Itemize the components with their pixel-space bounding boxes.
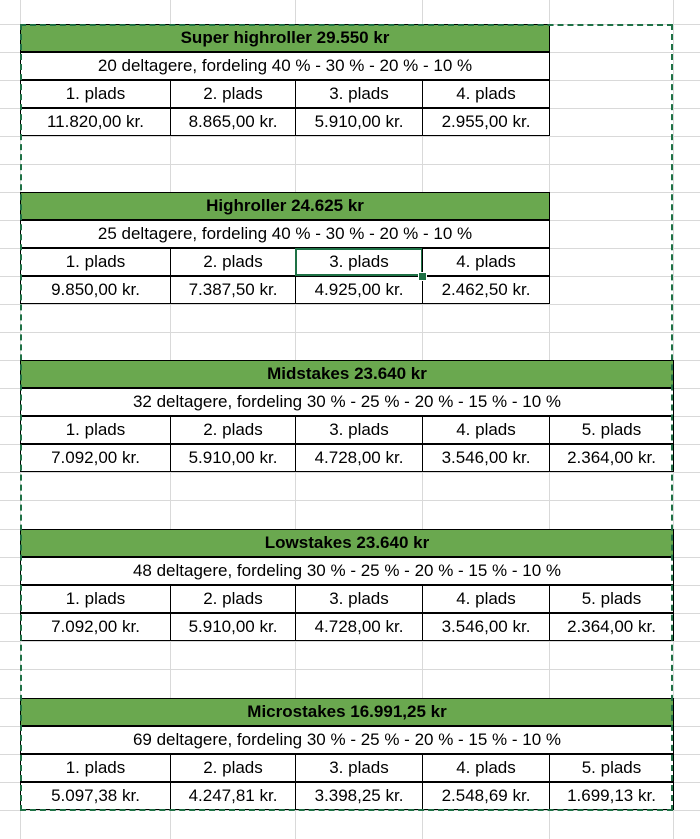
prize-value-cell[interactable]: 5.097,38 kr.	[20, 782, 171, 810]
place-header-cell[interactable]: 2. plads	[170, 585, 296, 613]
prize-value-cell[interactable]: 2.364,00 kr.	[549, 613, 674, 641]
prize-value-cell[interactable]: 4.247,81 kr.	[170, 782, 296, 810]
table-title-cell[interactable]: Lowstakes 23.640 kr	[20, 529, 674, 557]
prize-value-cell[interactable]: 5.910,00 kr.	[170, 444, 296, 472]
prize-value-cell[interactable]: 4.728,00 kr.	[295, 613, 423, 641]
prize-value-cell[interactable]: 5.910,00 kr.	[170, 613, 296, 641]
place-header-cell[interactable]: 1. plads	[20, 80, 171, 108]
prize-value-cell[interactable]: 11.820,00 kr.	[20, 108, 171, 136]
table-title-cell[interactable]: Highroller 24.625 kr	[20, 192, 550, 220]
place-header-cell[interactable]: 5. plads	[549, 754, 674, 782]
prize-value-cell[interactable]: 2.548,69 kr.	[422, 782, 550, 810]
table-info-cell[interactable]: 32 deltagere, fordeling 30 % - 25 % - 20 % - 15 % - 10 %	[20, 388, 674, 416]
row-gridline	[0, 810, 700, 811]
row-gridline	[0, 164, 700, 165]
prize-value-cell[interactable]: 1.699,13 kr.	[549, 782, 674, 810]
prize-value-cell[interactable]: 7.092,00 kr.	[20, 613, 171, 641]
prize-value-cell[interactable]: 3.546,00 kr.	[422, 444, 550, 472]
place-header-cell[interactable]: 3. plads	[295, 416, 423, 444]
prize-value-cell[interactable]: 3.546,00 kr.	[422, 613, 550, 641]
place-header-cell[interactable]: 1. plads	[20, 754, 171, 782]
place-header-cell[interactable]: 3. plads	[295, 80, 423, 108]
table-title-cell[interactable]: Super highroller 29.550 kr	[20, 24, 550, 52]
place-header-cell[interactable]: 4. plads	[422, 754, 550, 782]
place-header-cell[interactable]: 3. plads	[295, 585, 423, 613]
row-gridline	[0, 332, 700, 333]
table-info-cell[interactable]: 25 deltagere, fordeling 40 % - 30 % - 20 % - 10 %	[20, 220, 550, 248]
place-header-cell[interactable]: 4. plads	[422, 248, 550, 276]
place-header-cell[interactable]: 2. plads	[170, 416, 296, 444]
prize-value-cell[interactable]: 2.462,50 kr.	[422, 276, 550, 304]
place-header-cell[interactable]: 4. plads	[422, 416, 550, 444]
row-gridline	[0, 136, 700, 137]
place-header-cell[interactable]: 1. plads	[20, 248, 171, 276]
row-gridline	[0, 500, 700, 501]
place-header-cell[interactable]: 3. plads	[295, 248, 423, 276]
place-header-cell[interactable]: 4. plads	[422, 585, 550, 613]
place-header-cell[interactable]: 1. plads	[20, 585, 171, 613]
table-title-cell[interactable]: Microstakes 16.991,25 kr	[20, 698, 674, 726]
place-header-cell[interactable]: 2. plads	[170, 754, 296, 782]
row-gridline	[0, 669, 700, 670]
place-header-cell[interactable]: 2. plads	[170, 248, 296, 276]
prize-value-cell[interactable]: 5.910,00 kr.	[295, 108, 423, 136]
place-header-cell[interactable]: 3. plads	[295, 754, 423, 782]
prize-value-cell[interactable]: 8.865,00 kr.	[170, 108, 296, 136]
prize-value-cell[interactable]: 7.387,50 kr.	[170, 276, 296, 304]
prize-value-cell[interactable]: 4.925,00 kr.	[295, 276, 423, 304]
prize-value-cell[interactable]: 2.364,00 kr.	[549, 444, 674, 472]
table-title-cell[interactable]: Midstakes 23.640 kr	[20, 360, 674, 388]
place-header-cell[interactable]: 5. plads	[549, 585, 674, 613]
place-header-cell[interactable]: 4. plads	[422, 80, 550, 108]
place-header-cell[interactable]: 1. plads	[20, 416, 171, 444]
row-gridline	[0, 304, 700, 305]
place-header-cell[interactable]: 5. plads	[549, 416, 674, 444]
prize-value-cell[interactable]: 7.092,00 kr.	[20, 444, 171, 472]
prize-value-cell[interactable]: 4.728,00 kr.	[295, 444, 423, 472]
prize-value-cell[interactable]: 9.850,00 kr.	[20, 276, 171, 304]
row-gridline	[0, 472, 700, 473]
table-info-cell[interactable]: 48 deltagere, fordeling 30 % - 25 % - 20 % - 15 % - 10 %	[20, 557, 674, 585]
place-header-cell[interactable]: 2. plads	[170, 80, 296, 108]
table-info-cell[interactable]: 20 deltagere, fordeling 40 % - 30 % - 20 % - 10 %	[20, 52, 550, 80]
fill-handle[interactable]	[418, 272, 427, 281]
prize-value-cell[interactable]: 2.955,00 kr.	[422, 108, 550, 136]
row-gridline	[0, 641, 700, 642]
prize-value-cell[interactable]: 3.398,25 kr.	[295, 782, 423, 810]
table-info-cell[interactable]: 69 deltagere, fordeling 30 % - 25 % - 20 % - 15 % - 10 %	[20, 726, 674, 754]
